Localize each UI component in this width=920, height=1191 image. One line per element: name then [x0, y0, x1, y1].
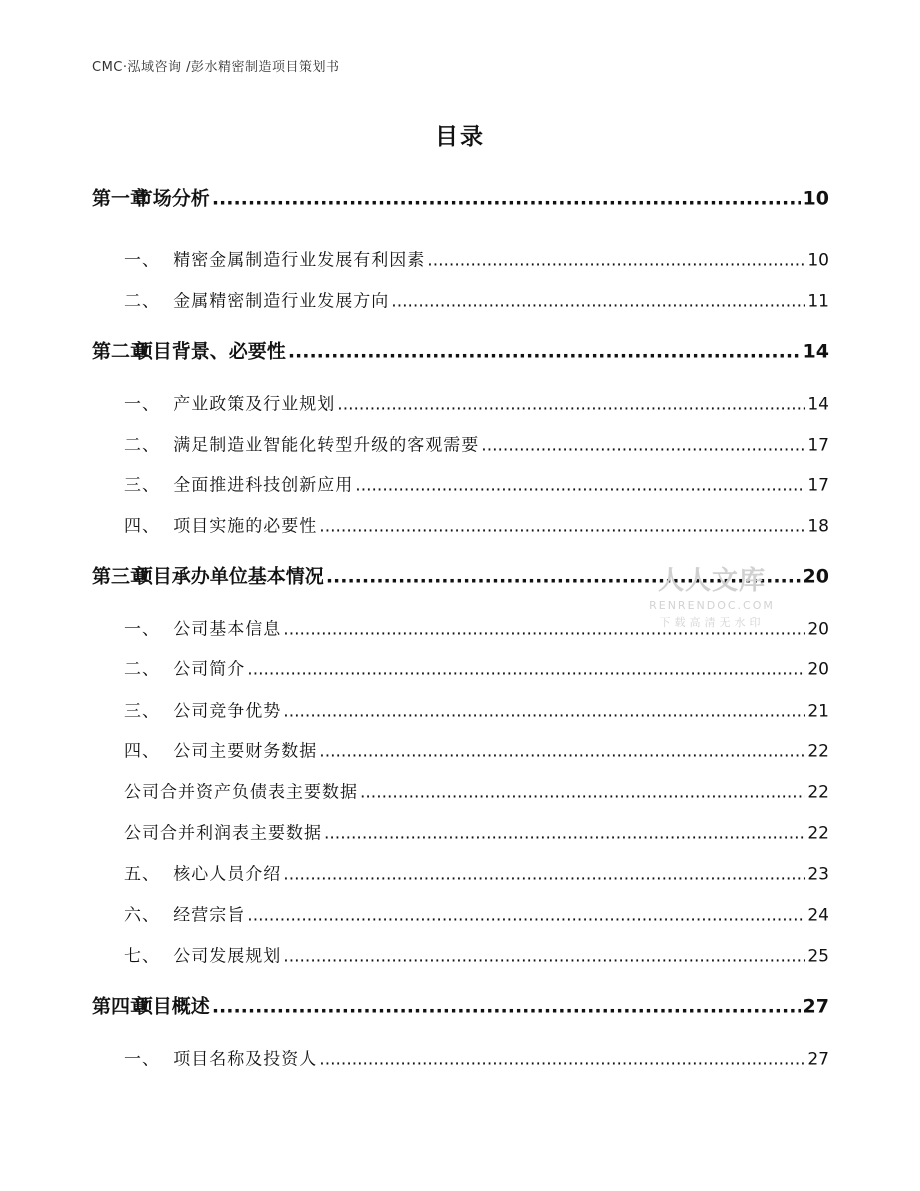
toc-entry-title: 经营宗旨 [173, 905, 246, 926]
toc-entry-title: 公司基本信息 [173, 619, 282, 640]
toc-entry-title: 项目承办单位基本情况 [133, 565, 324, 588]
toc-entry-label [92, 337, 286, 364]
toc-page-number: 22 [807, 823, 829, 844]
toc-entry-title: 项目背景、必要性 [133, 340, 286, 363]
toc-page-number: 27 [807, 1049, 829, 1070]
toc-entry-title: 公司主要财务数据 [173, 741, 318, 762]
watermark-site-text: RENRENDOC.COM [649, 599, 775, 612]
toc-entry-title: 金属精密制造行业发展方向 [173, 291, 390, 312]
toc-page-number: 20 [807, 619, 829, 640]
toc-page-number: 22 [807, 782, 829, 803]
toc-entry-label [124, 901, 245, 926]
toc-entry-number: 四、 [124, 516, 160, 537]
running-header: CMC·泓域咨询 /彭水精密制造项目策划书 [92, 60, 340, 75]
toc-entry-title: 产业政策及行业规划 [173, 394, 336, 415]
toc-entry-number: 第二章 [92, 340, 150, 363]
toc-section-entry[interactable] [124, 471, 829, 496]
toc-dot-leader [212, 188, 801, 210]
toc-entry-label [124, 512, 317, 537]
toc-chapter-entry[interactable] [92, 184, 829, 211]
toc-entry-label [124, 246, 425, 271]
toc-entry-title: 核心人员介绍 [173, 864, 282, 885]
toc-section-entry[interactable] [124, 615, 829, 640]
toc-entry-title: 项目概述 [133, 995, 210, 1018]
toc-entry-label [124, 860, 281, 885]
toc-dot-leader [337, 395, 805, 415]
toc-entry-title: 市场分析 [133, 187, 210, 210]
toc-entry-label [124, 471, 353, 496]
toc-chapter-entry[interactable] [92, 992, 829, 1019]
toc-dot-leader [288, 341, 801, 363]
toc-entry-number: 第四章 [92, 995, 150, 1018]
toc-entry-number: 第三章 [92, 565, 150, 588]
toc-entry-number: 四、 [124, 741, 160, 762]
toc-entry-label [124, 942, 281, 967]
toc-page-number: 24 [807, 905, 829, 926]
toc-page-number: 14 [802, 340, 829, 363]
toc-entry-label [92, 992, 210, 1019]
toc-page-number: 10 [807, 250, 829, 271]
toc-section-entry[interactable] [124, 1045, 829, 1070]
toc-dot-leader [481, 436, 805, 456]
toc-dot-leader [247, 906, 805, 926]
watermark-tag-text: 下载高清无水印 [659, 616, 765, 629]
toc-entry-number: 二、 [124, 435, 160, 456]
toc-page-number: 27 [802, 995, 829, 1018]
toc-dot-leader [283, 865, 805, 885]
toc-entry-title: 公司发展规划 [173, 946, 282, 967]
toc-entry-number: 一、 [124, 1049, 160, 1070]
toc-entry-title: 全面推进科技创新应用 [173, 475, 354, 496]
toc-dot-leader [360, 783, 805, 803]
toc-dot-leader [283, 947, 805, 967]
toc-entry-label [124, 819, 322, 844]
toc-page-number: 22 [807, 741, 829, 762]
toc-entry-number: 一、 [124, 619, 160, 640]
toc-entry-number: 六、 [124, 905, 160, 926]
toc-page-number: 20 [802, 565, 829, 588]
toc-dot-leader [283, 620, 805, 640]
toc-entry-label [124, 778, 358, 803]
toc-page-number: 18 [807, 516, 829, 537]
toc-dot-leader [283, 702, 805, 722]
toc-page-number: 14 [807, 394, 829, 415]
toc-dot-leader [319, 742, 805, 762]
toc-entry-label [124, 737, 317, 762]
toc-dot-leader [319, 517, 805, 537]
toc-section-entry[interactable] [124, 942, 829, 967]
toc-page-number: 11 [807, 291, 829, 312]
toc-entry-label [92, 562, 324, 589]
toc-entry-label [124, 390, 335, 415]
toc-page-number: 17 [807, 475, 829, 496]
toc-chapter-entry[interactable] [92, 337, 829, 364]
toc-entry-label [124, 431, 479, 456]
toc-entry-number: 一、 [124, 394, 160, 415]
toc-entry-title: 公司合并利润表主要数据 [124, 823, 322, 844]
toc-dot-leader [319, 1050, 805, 1070]
toc-section-entry[interactable] [124, 697, 829, 722]
toc-entry-number: 第一章 [92, 187, 150, 210]
toc-entry-label [92, 184, 210, 211]
toc-dot-leader [324, 824, 805, 844]
toc-section-entry[interactable] [124, 860, 829, 885]
toc-entry-label [124, 1045, 317, 1070]
toc-entry-title: 公司合并资产负债表主要数据 [124, 782, 358, 803]
toc-chapter-entry[interactable] [92, 562, 829, 589]
toc-entry-label [124, 615, 281, 640]
toc-entry-title: 精密金属制造行业发展有利因素 [173, 250, 426, 271]
toc-entry-label [124, 287, 389, 312]
toc-entry-label [124, 697, 281, 722]
toc-dot-leader [247, 660, 805, 680]
toc-entry-title: 项目实施的必要性 [173, 516, 318, 537]
toc-section-entry[interactable] [124, 287, 829, 312]
toc-entry-number: 七、 [124, 946, 160, 967]
toc-page-number: 25 [807, 946, 829, 967]
toc-section-entry[interactable] [124, 778, 829, 803]
toc-entry-number: 三、 [124, 475, 160, 496]
toc-page-number: 23 [807, 864, 829, 885]
toc-dot-leader [391, 292, 805, 312]
toc-dot-leader [212, 996, 801, 1018]
toc-dot-leader [355, 476, 805, 496]
toc-entry-number: 五、 [124, 864, 160, 885]
page-title: 目录 [435, 124, 485, 150]
toc-entry-title: 公司简介 [173, 659, 246, 680]
toc-section-entry[interactable] [124, 431, 829, 456]
toc-entry-title: 满足制造业智能化转型升级的客观需要 [173, 435, 480, 456]
toc-page-number: 20 [807, 659, 829, 680]
toc-section-entry[interactable] [124, 390, 829, 415]
toc-entry-title: 公司竞争优势 [173, 701, 282, 722]
toc-section-entry[interactable] [124, 737, 829, 762]
toc-entry-number: 一、 [124, 250, 160, 271]
toc-entry-number: 三、 [124, 701, 160, 722]
toc-section-entry[interactable] [124, 901, 829, 926]
toc-entry-label [124, 655, 245, 680]
toc-page-number: 10 [802, 187, 829, 210]
toc-dot-leader [427, 251, 805, 271]
toc-page-number: 17 [807, 435, 829, 456]
toc-section-entry[interactable] [124, 512, 829, 537]
toc-section-entry[interactable] [124, 246, 829, 271]
toc-entry-number: 二、 [124, 659, 160, 680]
toc-section-entry[interactable] [124, 819, 829, 844]
toc-section-entry[interactable] [124, 655, 829, 680]
toc-page-number: 21 [807, 701, 829, 722]
watermark-main-text: 人人文库 [657, 566, 766, 596]
toc-dot-leader [326, 566, 801, 588]
toc-entry-number: 二、 [124, 291, 160, 312]
toc-entry-title: 项目名称及投资人 [173, 1049, 318, 1070]
